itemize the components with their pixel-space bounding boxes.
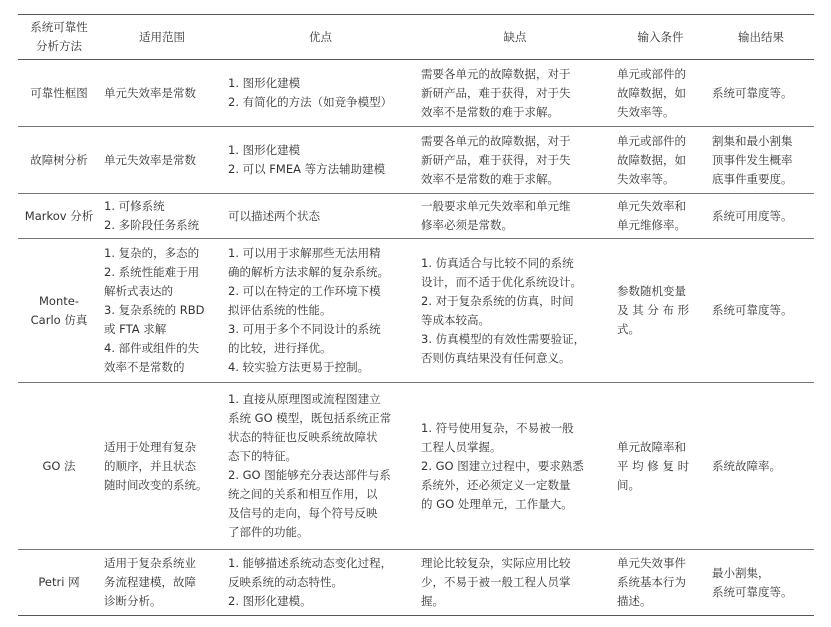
header-input: 输入条件	[613, 15, 708, 60]
scope-cell: 1. 复杂的，多态的 2. 系统性能难于用 解析式表达的 3. 复杂系统的 RBD 或 FTA 求解 4. 部件或组件的失 效率不是常数的	[100, 239, 224, 383]
method-cell: 可靠性框图	[18, 60, 100, 127]
pros-cell: 1. 图形化建模 2. 有简化的方法（如竞争模型）	[224, 60, 417, 127]
output-cell: 系统可靠度等。	[708, 60, 814, 127]
table-row	[18, 194, 814, 239]
cons-cell: 需要各单元的故障数据，对于 新研产品，难于获得，对于失 效率不是常数的难于求解。	[417, 60, 613, 127]
pros-cell: 1. 可以用于求解那些无法用精 确的解析方法求解的复杂系统。 2. 可以在特定的工作环境下模 拟评估系统的性能。 3. 可用于多个不同设计的系统 的比较，进行择优。 4. 较实验方法更易于控制。	[224, 239, 417, 383]
input-cell: 单元失效率和 单元维修率。	[613, 194, 708, 239]
output-cell: 系统可用度等。	[708, 194, 814, 239]
table-row	[18, 383, 814, 550]
output-cell: 割集和最小割集 顶事件发生概率 底事件重要度。	[708, 127, 814, 194]
input-cell: 单元故障率和 平 均 修 复 时 间。	[613, 383, 708, 550]
cons-cell: 一般要求单元失效率和单元维 修率必须是常数。	[417, 194, 613, 239]
method-cell: GO 法	[18, 383, 100, 550]
input-cell: 参数随机变量 及 其 分 布 形 式。	[613, 239, 708, 383]
pros-cell: 1. 直接从原理图或流程图建立 系统 GO 模型，既包括系统正常 状态的特征也反映系统故障状 态下的特征。 2. GO 图能够充分表达部件与系 统之间的关系和相互作用，以 及信号的走向，每个符号反映 了部件的功能。	[224, 383, 417, 550]
table-row	[18, 239, 814, 383]
header-method: 系统可靠性 分析方法	[18, 15, 100, 60]
scope-cell: 1. 可修系统 2. 多阶段任务系统	[100, 194, 224, 239]
header-scope: 适用范围	[100, 15, 224, 60]
scope-cell: 适用于复杂系统业 务流程建模，故障 诊断分析。	[100, 550, 224, 616]
scope-cell: 适用于处理有复杂 的顺序，并且状态 随时间改变的系统。	[100, 383, 224, 550]
cons-cell: 1. 仿真适合与比较不同的系统 设计，而不适于优化系统设计。 2. 对于复杂系统的仿真，时间 等成本较高。 3. 仿真模型的有效性需要验证， 否则仿真结果没有任何意义。	[417, 239, 613, 383]
cons-cell: 需要各单元的故障数据，对于 新研产品，难于获得，对于失 效率不是常数的难于求解。	[417, 127, 613, 194]
method-cell: Petri 网	[18, 550, 100, 616]
pros-cell: 可以描述两个状态	[224, 194, 417, 239]
input-cell: 单元或部件的 故障数据，如 失效率等。	[613, 127, 708, 194]
reliability-methods-table-container	[18, 14, 814, 616]
output-cell: 最小割集， 系统可靠度等。	[708, 550, 814, 616]
reliability-methods-table	[18, 14, 814, 616]
input-cell: 单元失效事件 系统基本行为 描述。	[613, 550, 708, 616]
table-row	[18, 550, 814, 616]
pros-cell: 1. 能够描述系统动态变化过程， 反映系统的动态特性。 2. 图形化建模。	[224, 550, 417, 616]
table-row	[18, 127, 814, 194]
method-cell: Markov 分析	[18, 194, 100, 239]
header-cons: 缺点	[417, 15, 613, 60]
table-header-row	[18, 15, 814, 60]
input-cell: 单元或部件的 故障数据，如 失效率等。	[613, 60, 708, 127]
method-cell: Monte- Carlo 仿真	[18, 239, 100, 383]
pros-cell: 1. 图形化建模 2. 可以 FMEA 等方法辅助建模	[224, 127, 417, 194]
scope-cell: 单元失效率是常数	[100, 127, 224, 194]
method-cell: 故障树分析	[18, 127, 100, 194]
table-row	[18, 60, 814, 127]
cons-cell: 1. 符号使用复杂，不易被一般 工程人员掌握。 2. GO 图建立过程中，要求熟悉 系统外，还必须定义一定数量 的 GO 处理单元，工作量大。	[417, 383, 613, 550]
output-cell: 系统故障率。	[708, 383, 814, 550]
header-pros: 优点	[224, 15, 417, 60]
cons-cell: 理论比较复杂，实际应用比较 少，不易于被一般工程人员掌 握。	[417, 550, 613, 616]
output-cell: 系统可靠度等。	[708, 239, 814, 383]
header-output: 输出结果	[708, 15, 814, 60]
scope-cell: 单元失效率是常数	[100, 60, 224, 127]
